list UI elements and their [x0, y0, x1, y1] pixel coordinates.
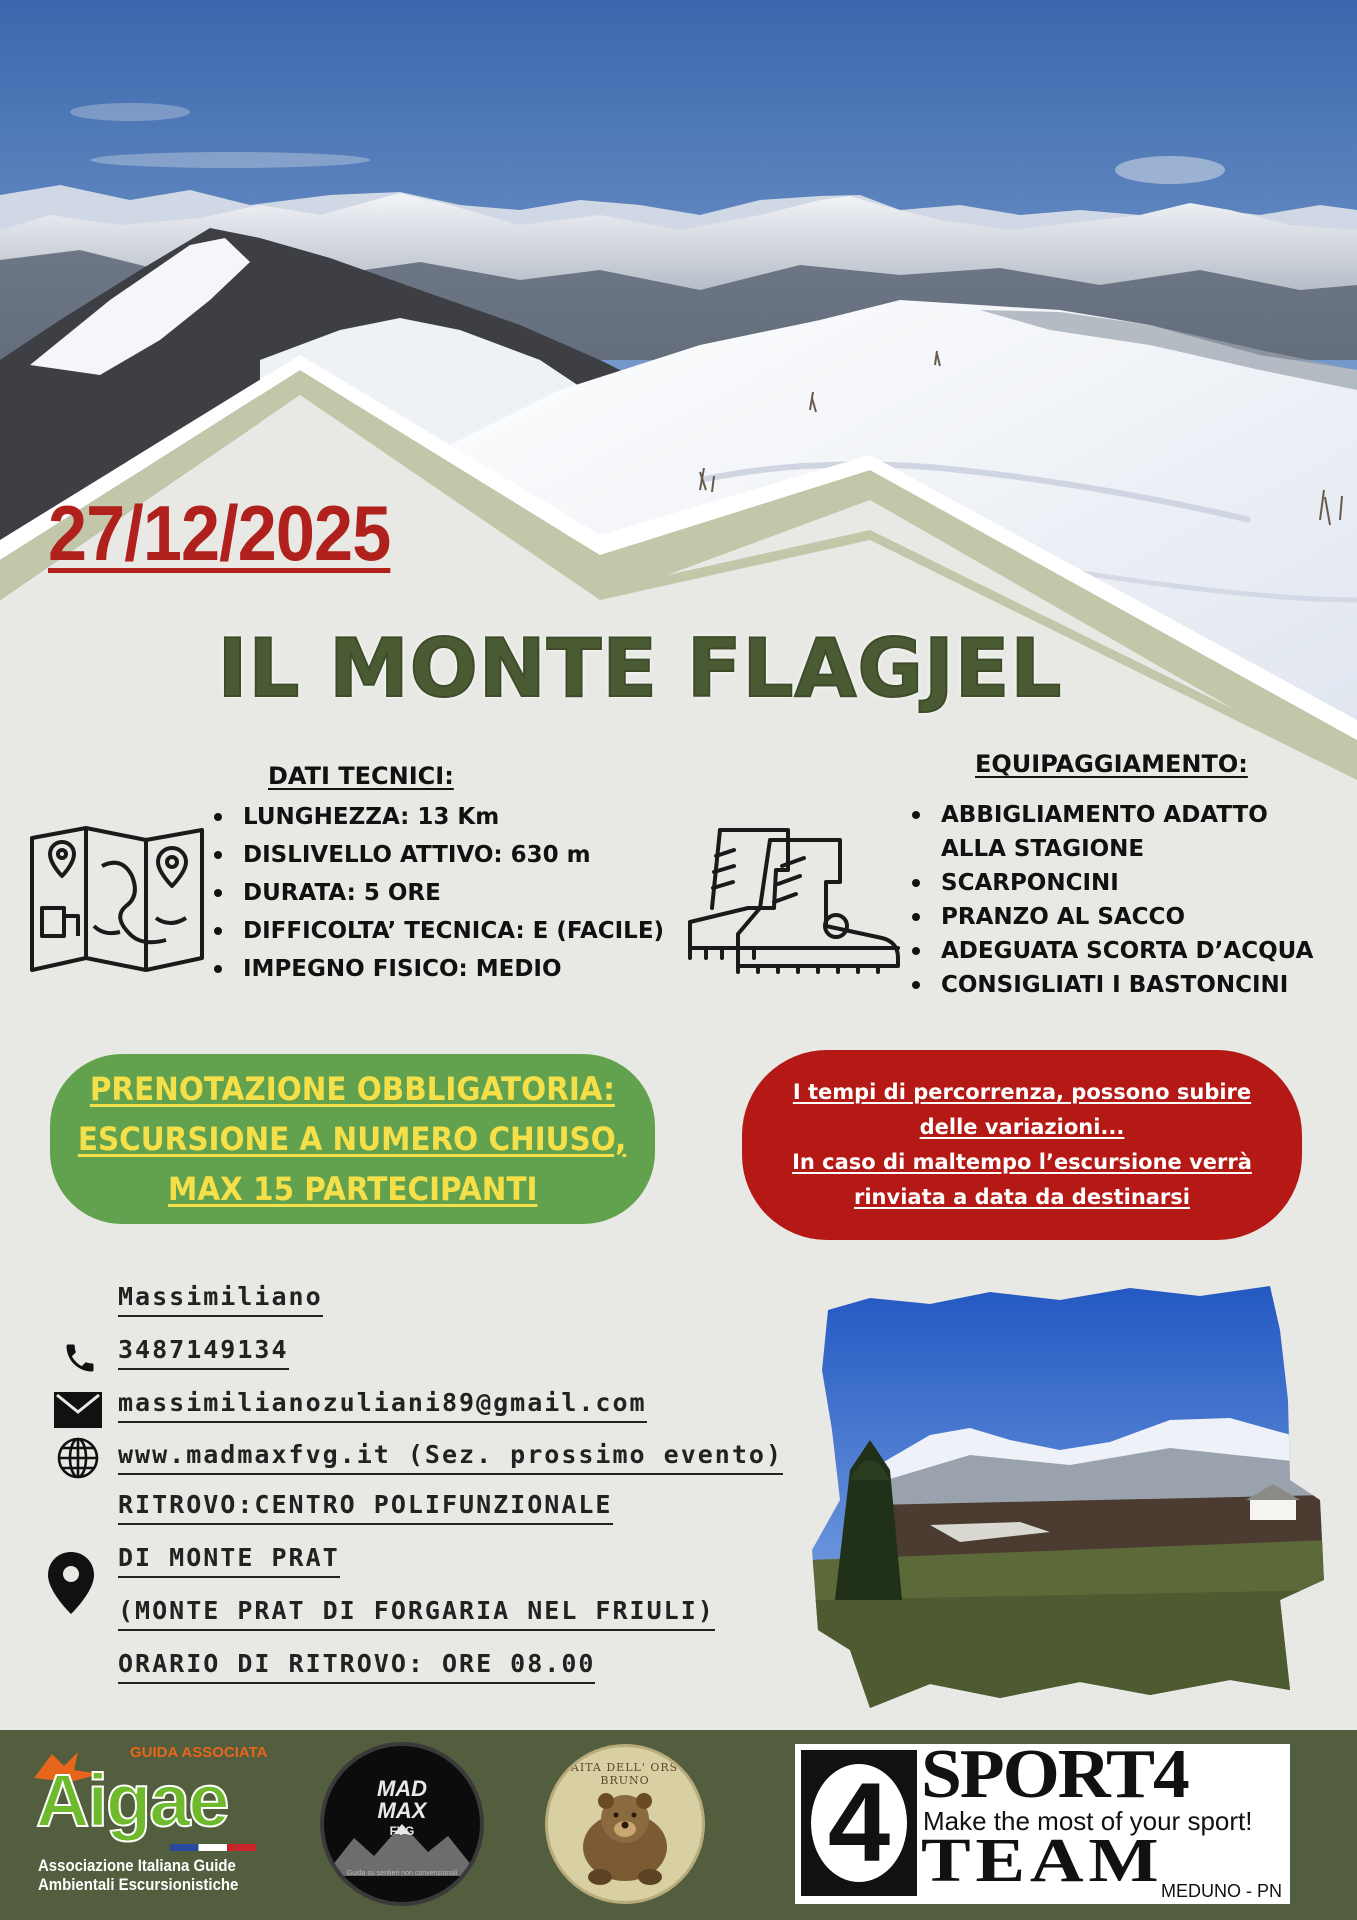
sport4-mark [801, 1750, 917, 1896]
equip-list [908, 798, 1338, 1002]
baita-orso-bruno-logo [545, 1744, 705, 1904]
aigae-subtitle: Associazione Italiana Guide [38, 1856, 236, 1875]
aigae-top-text: GUIDA ASSOCIATA [130, 1744, 268, 1761]
bear-icon [570, 1781, 680, 1891]
boots-icon [686, 826, 902, 974]
footer-bar [0, 1730, 1357, 1920]
tech-item: DIFFICOLTA’ TECNICA: E (FACILE) [210, 912, 680, 950]
sport4-location: MEDUNO - PN [1161, 1881, 1282, 1901]
contact-name: Massimiliano [118, 1282, 323, 1317]
meeting-place-line: RITROVO:CENTRO POLIFUNZIONALE [118, 1490, 613, 1525]
madmax-title: MAX [377, 1798, 427, 1823]
equip-item: PRANZO AL SACCO [908, 900, 1338, 934]
meeting-place-line: DI MONTE PRAT [118, 1543, 340, 1578]
contact-phone[interactable]: 3487149134 [118, 1335, 289, 1370]
tech-item: DURATA: 5 ORE [210, 874, 680, 912]
mail-icon [54, 1392, 102, 1428]
sport4-tagline: Make the most of your sport! [923, 1806, 1253, 1836]
phone-icon [62, 1340, 98, 1376]
sport4-title: SPORT4 [921, 1736, 1188, 1813]
aigae-logo [30, 1744, 270, 1904]
booking-banner [50, 1054, 655, 1224]
notice-line: I tempi di percorrenza, possono subire [792, 1080, 1252, 1104]
madmax-fvg: FVG [389, 1824, 415, 1838]
equip-item: CONSIGLIATI I BASTONCINI [908, 968, 1338, 1002]
madmax-tagline: Guida su sentieri non convenzionali [346, 1870, 458, 1877]
sport4-team-logo [795, 1736, 1290, 1904]
equip-heading: EQUIPAGGIAMENTO: [975, 750, 1248, 778]
aigae-flag [170, 1844, 256, 1851]
equip-item: SCARPONCINI [908, 866, 1338, 900]
notice-line: delle variazioni... [919, 1115, 1125, 1139]
sport4-team: TEAM [921, 1827, 1164, 1895]
booking-line: ESCURSIONE A NUMERO CHIUSO, [78, 1120, 627, 1158]
map-icon [28, 826, 206, 972]
meadow-photo [810, 1270, 1330, 1715]
globe-icon [56, 1436, 100, 1480]
tech-heading: DATI TECNICI: [268, 762, 454, 790]
tech-item: LUNGHEZZA: 13 Km [210, 798, 680, 836]
madmax-logo [320, 1742, 484, 1906]
meeting-time: ORARIO DI RITROVO: ORE 08.00 [118, 1649, 595, 1684]
tech-item: DISLIVELLO ATTIVO: 630 m [210, 836, 680, 874]
equip-item: ADEGUATA SCORTA D’ACQUA [908, 934, 1338, 968]
notice-line: In caso di maltempo l’escursione verrà [792, 1150, 1252, 1174]
event-title: IL MONTE FLAGJEL [217, 622, 1063, 715]
aigae-subtitle: Ambientali Escursionistiche [38, 1875, 239, 1894]
baita-text: BAITA DELL' ORSO BRUNO [561, 1761, 689, 1787]
tech-item: IMPEGNO FISICO: MEDIO [210, 950, 680, 988]
booking-line: PRENOTAZIONE OBBLIGATORIA: [89, 1070, 616, 1108]
aigae-name: Aigae [36, 1759, 228, 1842]
notice-banner [742, 1050, 1302, 1240]
meeting-place-line: (MONTE PRAT DI FORGARIA NEL FRIULI) [118, 1596, 715, 1631]
location-pin-icon [48, 1552, 94, 1614]
contact-email[interactable]: massimilianozuliani89@gmail.com [118, 1388, 647, 1423]
contact-website[interactable]: www.madmaxfvg.it (Sez. prossimo evento) [118, 1440, 783, 1475]
notice-line: rinviata a data da destinarsi [854, 1185, 1190, 1209]
event-date: 27/12/2025 [48, 489, 391, 577]
booking-line: MAX 15 PARTECIPANTI [167, 1170, 538, 1208]
madmax-title: MAD [376, 1776, 428, 1801]
sport4-mark-number: 4 [827, 1760, 891, 1885]
equip-item: ABBIGLIAMENTO ADATTO ALLA STAGIONE [908, 798, 1338, 866]
tech-list [210, 798, 680, 988]
